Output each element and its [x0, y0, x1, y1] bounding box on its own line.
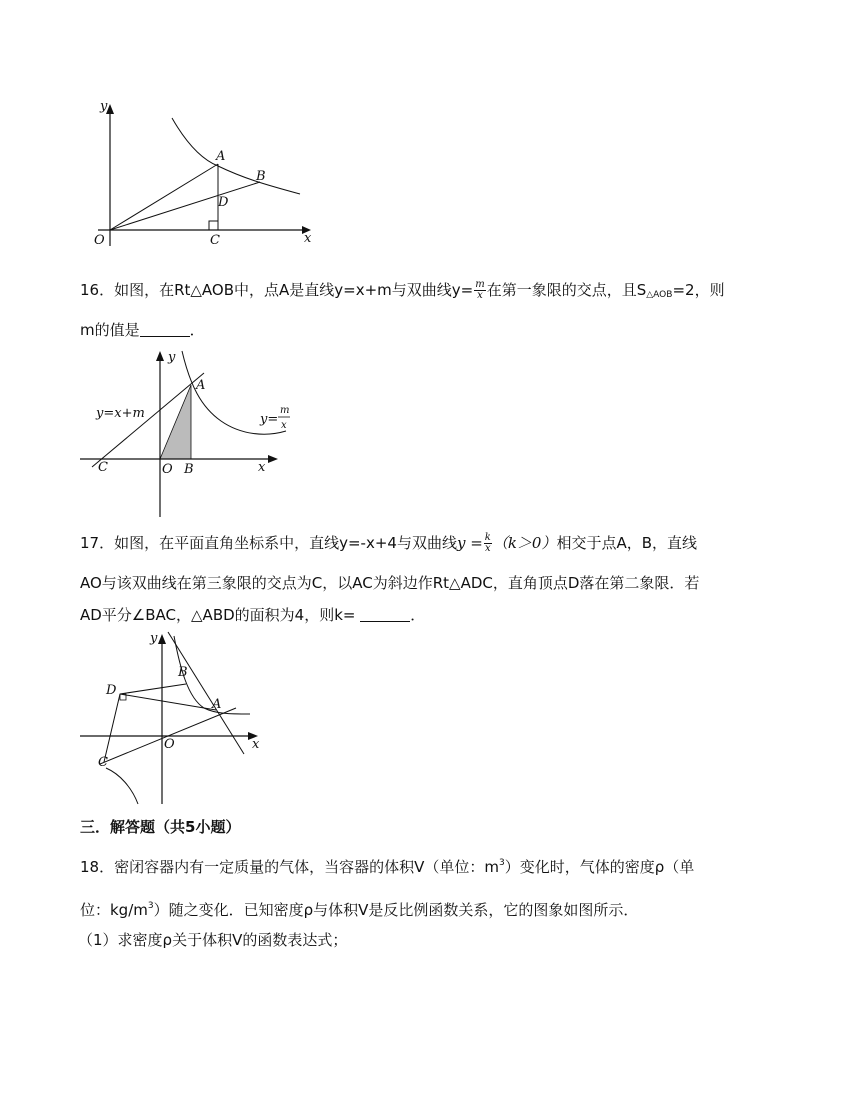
q18-text1: 密闭容器内有一定质量的气体，当容器的体积V（单位：m	[114, 858, 499, 876]
q18-line1	[80, 853, 694, 877]
answer-blank-q16	[140, 322, 190, 337]
q16-text3: =2，则	[672, 281, 725, 299]
fig17-d-label: D	[106, 683, 117, 698]
q17-eq-lhs: y =	[456, 534, 483, 552]
q16-text1: 如图，在Rt△AOB中，点A是直线y=x+m与双曲线y=	[114, 281, 474, 299]
fig15-d-label: D	[218, 195, 229, 210]
section-3-title: 三．解答题（共5小题）	[80, 818, 241, 836]
q17-line1	[80, 533, 697, 554]
fig15-b-label: B	[256, 169, 266, 184]
q17-fraction: $\frac{k}{x}$	[484, 532, 491, 554]
q16-text2: 在第一象限的交点，且S	[486, 281, 647, 299]
q18-subquestion-1: （1）求密度ρ关于体积V的函数表达式；	[78, 931, 348, 949]
fig15-x-label: x	[304, 231, 312, 246]
q18-line2b: ）随之变化．已知密度ρ与体积V是反比例函数关系，它的图象如图所示．	[153, 901, 639, 919]
q17-text1: 如图，在平面直角坐标系中，直线y=-x+4与双曲线	[114, 534, 457, 552]
q16-line2-text: m的值是	[80, 321, 140, 339]
q16-line2-end: ．	[189, 321, 205, 339]
fig16-line-label: y=x+m	[96, 406, 145, 421]
fig16-curve-den: x	[281, 420, 287, 431]
q17-line3	[80, 605, 425, 625]
q17-line3-text: AD平分∠BAC，△ABD的面积为4，则k=	[80, 606, 356, 624]
fig17-b-label: B	[178, 665, 188, 680]
q16-subscript: △AOB	[646, 290, 673, 300]
fig16-y-label: y	[168, 350, 176, 365]
fig16-o-label: O	[162, 462, 173, 477]
q18-number: 18．	[80, 858, 115, 876]
q17-text2: 相交于点A，B，直线	[556, 534, 698, 552]
fig17-a-label: A	[212, 697, 222, 712]
q18-sup1: 3	[498, 858, 505, 868]
fig15-a-label: A	[216, 149, 226, 164]
figure-q16	[76, 345, 316, 525]
figure-q15	[78, 96, 318, 256]
q18-sup2: 3	[147, 901, 154, 911]
fig16-curve-num: m	[280, 405, 290, 416]
q17-number: 17．	[80, 534, 115, 552]
fig16-x-label: x	[258, 460, 266, 475]
fig15-c-label: C	[210, 233, 220, 248]
figure-q17	[76, 628, 276, 808]
q18-text2: ）变化时，气体的密度ρ（单	[504, 858, 695, 876]
q16-line2	[80, 320, 205, 340]
q16-fraction: $\frac{m}{x}$	[475, 279, 485, 301]
q17-line2: AO与该双曲线在第三象限的交点为C，以AC为斜边作Rt△ADC，直角顶点D落在第二象限．若	[80, 574, 700, 592]
fig17-x-label: x	[252, 737, 260, 752]
q18-line2a: 位：kg/m	[80, 901, 148, 919]
fig17-y-label: y	[150, 631, 158, 646]
fig16-b-label: B	[184, 462, 194, 477]
q18-line2	[80, 896, 638, 920]
fig17-o-label: O	[164, 737, 175, 752]
fig16-a-label: A	[196, 378, 206, 393]
q17-line3-end: ．	[410, 606, 426, 624]
fig15-o-label: O	[94, 233, 105, 248]
q16-number: 16．	[80, 281, 115, 299]
fig15-y-label: y	[100, 99, 108, 114]
fig16-curve-label: y=	[260, 412, 279, 427]
q17-condition: （k＞0）	[492, 534, 557, 552]
fig17-c-label: C	[98, 755, 108, 770]
fig16-c-label: C	[98, 460, 108, 475]
answer-blank-q17	[360, 607, 410, 622]
q16-line1	[80, 280, 725, 305]
